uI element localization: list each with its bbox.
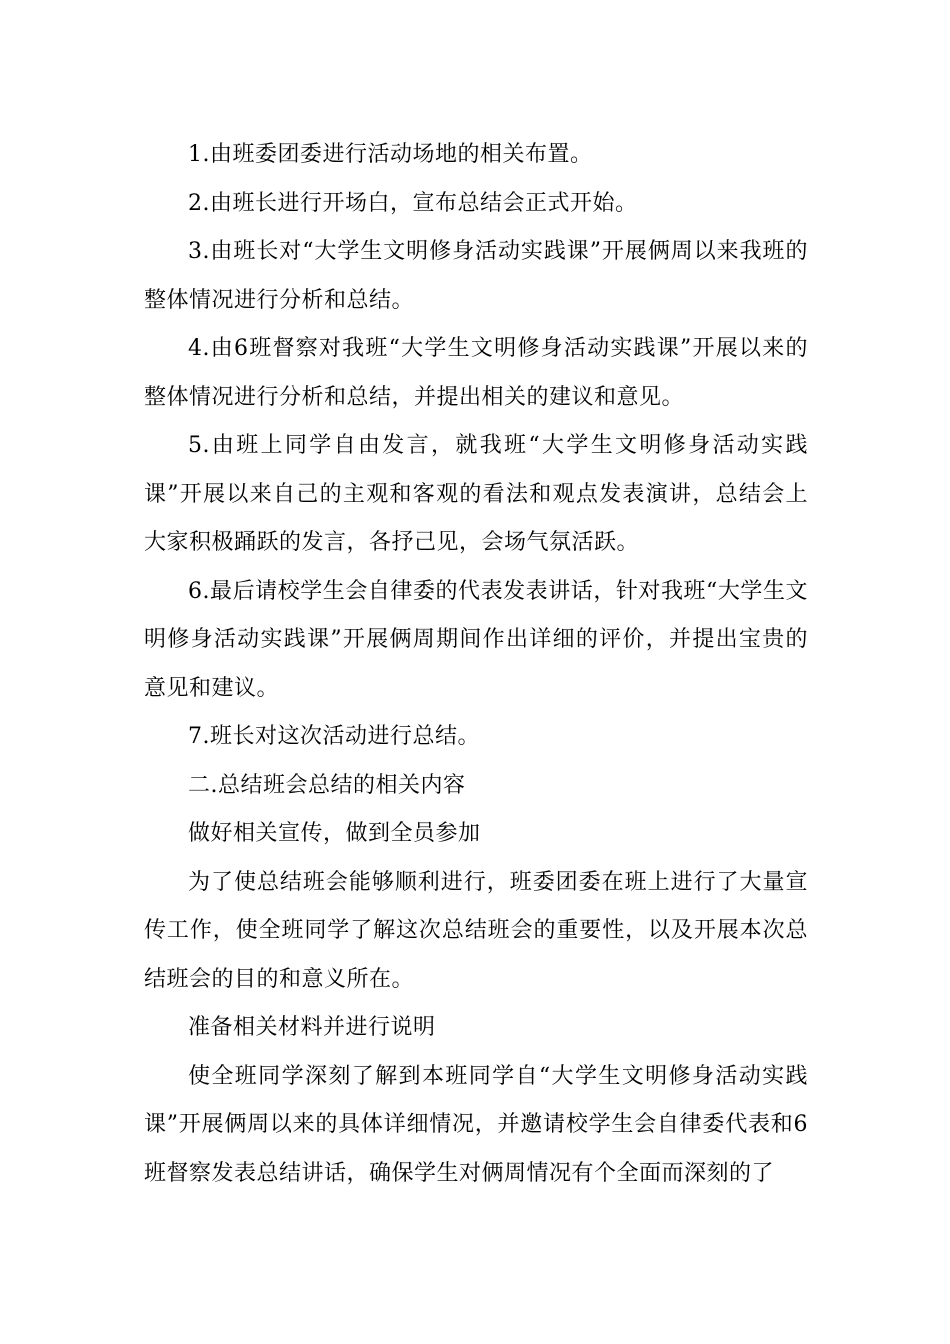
paragraph-1: 1.由班委团委进行活动场地的相关布置。 [188, 142, 593, 167]
paragraph-5: 5.由班上同学自由发言，就我班“大学生文明修身活动实践课”开展以来自己的主观和客观的看法和观点发表演讲，总结会上大家积极踊跃的发言，各抒己见，会场气氛活跃。 [144, 433, 808, 555]
paragraph-materials: 使全班同学深刻了解到本班同学自“大学生文明修身活动实践课”开展俩周以来的具体详细情况，并邀请校学生会自律委代表和6班督察发表总结讲话，确保学生对俩周情况有个全面而深刻的了 [144, 1063, 808, 1186]
paragraph-7: 7.班长对这次活动进行总结。 [188, 724, 480, 749]
section-heading: 二.总结班会总结的相关内容 [188, 772, 466, 798]
document-body [144, 131, 808, 1198]
subheading-publicity: 做好相关宣传，做到全员参加 [188, 821, 481, 846]
paragraph-3: 3.由班长对“大学生文明修身活动实践课”开展俩周以来我班的整体情况进行分析和总结。 [144, 239, 808, 313]
paragraph-6: 6.最后请校学生会自律委的代表发表讲话，针对我班“大学生文明修身活动实践课”开展俩周期间作出详细的评价，并提出宝贵的意见和建议。 [144, 578, 808, 701]
paragraph-2: 2.由班长进行开场白，宣布总结会正式开始。 [188, 190, 638, 216]
paragraph-publicity: 为了使总结班会能够顺利进行，班委团委在班上进行了大量宣传工作，使全班同学了解这次总结班会的重要性，以及开展本次总结班会的目的和意义所在。 [144, 869, 808, 992]
paragraph-4: 4.由6班督察对我班“大学生文明修身活动实践课”开展以来的整体情况进行分析和总结，并提出相关的建议和意见。 [144, 336, 808, 410]
subheading-materials: 准备相关材料并进行说明 [188, 1015, 436, 1040]
